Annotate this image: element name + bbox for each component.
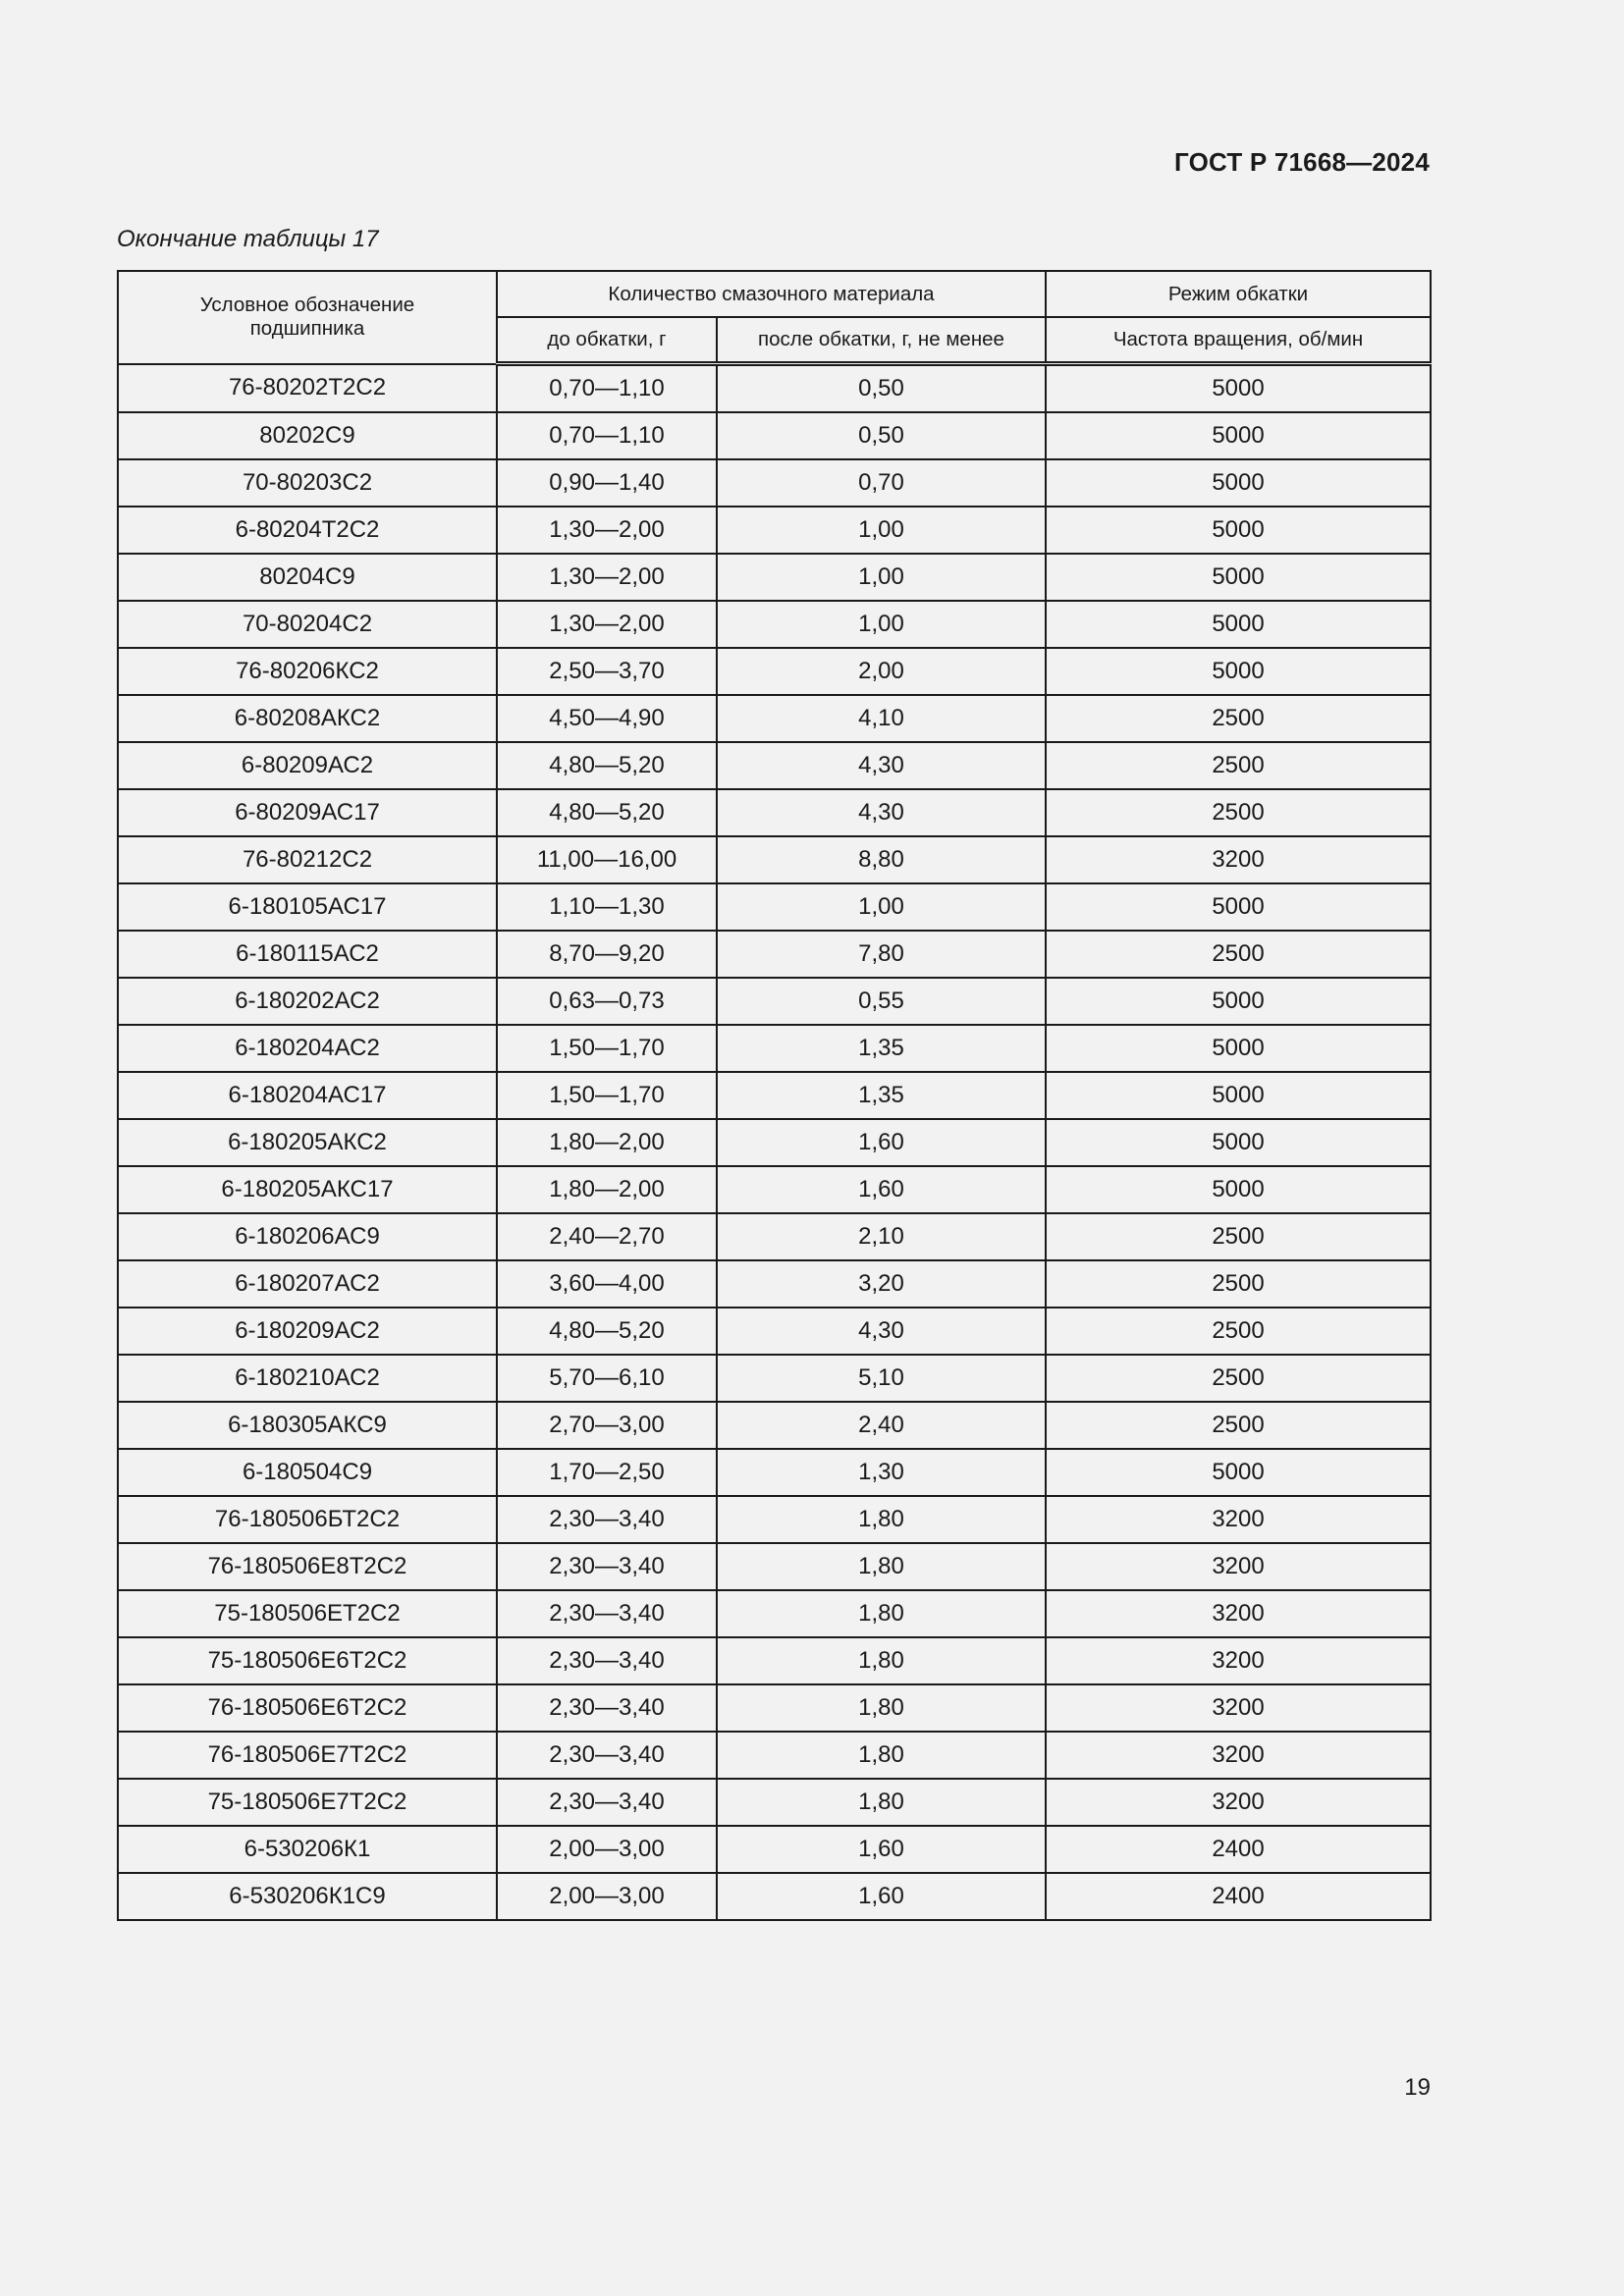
cell-designation: 76-180506БТ2С2 <box>118 1496 497 1543</box>
cell-designation: 6-180206АС9 <box>118 1213 497 1260</box>
cell-speed: 3200 <box>1046 836 1431 883</box>
cell-before: 1,50—1,70 <box>497 1072 717 1119</box>
cell-speed: 3200 <box>1046 1637 1431 1684</box>
cell-before: 4,80—5,20 <box>497 1308 717 1355</box>
cell-speed: 2500 <box>1046 1308 1431 1355</box>
cell-before: 11,00—16,00 <box>497 836 717 883</box>
cell-after: 1,80 <box>717 1684 1046 1732</box>
cell-designation: 6-180205АКС2 <box>118 1119 497 1166</box>
cell-speed: 2400 <box>1046 1826 1431 1873</box>
cell-before: 4,50—4,90 <box>497 695 717 742</box>
cell-speed: 3200 <box>1046 1779 1431 1826</box>
cell-designation: 70-80203С2 <box>118 459 497 507</box>
cell-speed: 2500 <box>1046 1402 1431 1449</box>
table-row <box>118 1873 1431 1920</box>
cell-after: 1,80 <box>717 1590 1046 1637</box>
header-after: после обкатки, г, не менее <box>717 317 1046 364</box>
table-row <box>118 1072 1431 1119</box>
page-number: 19 <box>1404 2074 1431 2101</box>
cell-after: 1,80 <box>717 1543 1046 1590</box>
cell-speed: 2500 <box>1046 1213 1431 1260</box>
cell-speed: 3200 <box>1046 1590 1431 1637</box>
cell-after: 1,60 <box>717 1826 1046 1873</box>
cell-speed: 5000 <box>1046 459 1431 507</box>
table-row <box>118 554 1431 601</box>
table-row <box>118 1119 1431 1166</box>
cell-before: 1,30—2,00 <box>497 554 717 601</box>
cell-designation: 6-180115АС2 <box>118 931 497 978</box>
header-lubricant-group: Количество смазочного материала <box>497 271 1046 317</box>
cell-after: 1,00 <box>717 883 1046 931</box>
cell-after: 1,00 <box>717 554 1046 601</box>
cell-speed: 2500 <box>1046 1355 1431 1402</box>
table-row <box>118 1732 1431 1779</box>
table-caption: Окончание таблицы 17 <box>117 226 379 252</box>
table-row <box>118 648 1431 695</box>
cell-after: 2,00 <box>717 648 1046 695</box>
cell-before: 1,80—2,00 <box>497 1166 717 1213</box>
cell-speed: 5000 <box>1046 1025 1431 1072</box>
table-row <box>118 507 1431 554</box>
cell-before: 2,70—3,00 <box>497 1402 717 1449</box>
table-row <box>118 1260 1431 1308</box>
cell-before: 2,30—3,40 <box>497 1779 717 1826</box>
cell-after: 1,60 <box>717 1119 1046 1166</box>
table-row <box>118 1402 1431 1449</box>
cell-before: 2,30—3,40 <box>497 1543 717 1590</box>
table-row <box>118 695 1431 742</box>
cell-designation: 6-180202АС2 <box>118 978 497 1025</box>
cell-designation: 76-80202Т2С2 <box>118 364 497 413</box>
cell-speed: 3200 <box>1046 1543 1431 1590</box>
table-row <box>118 1449 1431 1496</box>
cell-after: 1,80 <box>717 1779 1046 1826</box>
cell-before: 2,00—3,00 <box>497 1873 717 1920</box>
cell-after: 1,35 <box>717 1025 1046 1072</box>
cell-after: 4,30 <box>717 742 1046 789</box>
cell-speed: 3200 <box>1046 1732 1431 1779</box>
table-row <box>118 1166 1431 1213</box>
cell-before: 2,00—3,00 <box>497 1826 717 1873</box>
cell-speed: 5000 <box>1046 554 1431 601</box>
cell-after: 1,80 <box>717 1732 1046 1779</box>
cell-designation: 75-180506ЕТ2С2 <box>118 1590 497 1637</box>
cell-speed: 5000 <box>1046 601 1431 648</box>
table-row <box>118 459 1431 507</box>
table-row <box>118 1779 1431 1826</box>
cell-designation: 76-80212С2 <box>118 836 497 883</box>
cell-after: 0,70 <box>717 459 1046 507</box>
cell-designation: 80204С9 <box>118 554 497 601</box>
cell-after: 0,55 <box>717 978 1046 1025</box>
cell-before: 8,70—9,20 <box>497 931 717 978</box>
cell-before: 2,30—3,40 <box>497 1684 717 1732</box>
cell-designation: 76-180506Е6Т2С2 <box>118 1684 497 1732</box>
cell-after: 8,80 <box>717 836 1046 883</box>
cell-before: 1,30—2,00 <box>497 601 717 648</box>
table-row <box>118 883 1431 931</box>
cell-after: 4,10 <box>717 695 1046 742</box>
cell-speed: 5000 <box>1046 1449 1431 1496</box>
cell-speed: 5000 <box>1046 883 1431 931</box>
cell-speed: 5000 <box>1046 978 1431 1025</box>
cell-designation: 6-180504С9 <box>118 1449 497 1496</box>
table-row <box>118 978 1431 1025</box>
cell-speed: 5000 <box>1046 507 1431 554</box>
table-row <box>118 1213 1431 1260</box>
cell-after: 1,00 <box>717 601 1046 648</box>
cell-designation: 6-80209АС2 <box>118 742 497 789</box>
cell-speed: 2500 <box>1046 695 1431 742</box>
cell-designation: 6-530206К1 <box>118 1826 497 1873</box>
cell-after: 2,40 <box>717 1402 1046 1449</box>
cell-designation: 6-180305АКС9 <box>118 1402 497 1449</box>
cell-designation: 6-80204Т2С2 <box>118 507 497 554</box>
cell-speed: 5000 <box>1046 364 1431 413</box>
cell-speed: 5000 <box>1046 1166 1431 1213</box>
cell-before: 0,70—1,10 <box>497 364 717 413</box>
cell-before: 0,90—1,40 <box>497 459 717 507</box>
table-row <box>118 1543 1431 1590</box>
table-row <box>118 1496 1431 1543</box>
cell-before: 0,70—1,10 <box>497 412 717 459</box>
document-standard-header: ГОСТ Р 71668—2024 <box>1174 147 1430 177</box>
cell-designation: 6-80209АС17 <box>118 789 497 836</box>
cell-before: 4,80—5,20 <box>497 742 717 789</box>
table-row <box>118 1637 1431 1684</box>
cell-after: 2,10 <box>717 1213 1046 1260</box>
cell-designation: 6-180204АС17 <box>118 1072 497 1119</box>
bearing-lubrication-table <box>117 270 1432 1921</box>
cell-before: 2,40—2,70 <box>497 1213 717 1260</box>
cell-after: 4,30 <box>717 789 1046 836</box>
cell-speed: 2400 <box>1046 1873 1431 1920</box>
cell-speed: 3200 <box>1046 1496 1431 1543</box>
cell-designation: 6-180205АКС17 <box>118 1166 497 1213</box>
cell-designation: 6-180210АС2 <box>118 1355 497 1402</box>
cell-designation: 6-180204АС2 <box>118 1025 497 1072</box>
header-designation: Условное обозначение подшипника <box>118 271 497 364</box>
table-row <box>118 1308 1431 1355</box>
cell-before: 2,30—3,40 <box>497 1732 717 1779</box>
cell-before: 2,30—3,40 <box>497 1637 717 1684</box>
table-row <box>118 789 1431 836</box>
cell-speed: 5000 <box>1046 1119 1431 1166</box>
table-row <box>118 836 1431 883</box>
cell-speed: 3200 <box>1046 1684 1431 1732</box>
cell-designation: 76-180506Е8Т2С2 <box>118 1543 497 1590</box>
table-body <box>118 364 1431 1921</box>
cell-designation: 6-180207АС2 <box>118 1260 497 1308</box>
cell-before: 1,80—2,00 <box>497 1119 717 1166</box>
cell-after: 1,60 <box>717 1873 1046 1920</box>
cell-after: 1,80 <box>717 1496 1046 1543</box>
header-speed: Частота вращения, об/мин <box>1046 317 1431 364</box>
cell-designation: 70-80204С2 <box>118 601 497 648</box>
cell-after: 1,00 <box>717 507 1046 554</box>
cell-designation: 6-530206К1С9 <box>118 1873 497 1920</box>
cell-designation: 6-180209АС2 <box>118 1308 497 1355</box>
cell-designation: 6-80208АКС2 <box>118 695 497 742</box>
cell-speed: 2500 <box>1046 789 1431 836</box>
cell-designation: 6-180105АС17 <box>118 883 497 931</box>
cell-before: 3,60—4,00 <box>497 1260 717 1308</box>
cell-after: 1,30 <box>717 1449 1046 1496</box>
cell-speed: 5000 <box>1046 648 1431 695</box>
cell-after: 0,50 <box>717 364 1046 413</box>
cell-designation: 80202С9 <box>118 412 497 459</box>
cell-after: 1,60 <box>717 1166 1046 1213</box>
table-row <box>118 601 1431 648</box>
table-row <box>118 1025 1431 1072</box>
cell-speed: 2500 <box>1046 931 1431 978</box>
cell-after: 1,35 <box>717 1072 1046 1119</box>
cell-after: 7,80 <box>717 931 1046 978</box>
cell-designation: 75-180506Е6Т2С2 <box>118 1637 497 1684</box>
table-row <box>118 742 1431 789</box>
table-row <box>118 412 1431 459</box>
header-before: до обкатки, г <box>497 317 717 364</box>
cell-designation: 76-80206КС2 <box>118 648 497 695</box>
cell-before: 5,70—6,10 <box>497 1355 717 1402</box>
table-row <box>118 931 1431 978</box>
table-row <box>118 1826 1431 1873</box>
cell-after: 0,50 <box>717 412 1046 459</box>
cell-after: 3,20 <box>717 1260 1046 1308</box>
cell-before: 1,50—1,70 <box>497 1025 717 1072</box>
cell-designation: 75-180506Е7Т2С2 <box>118 1779 497 1826</box>
cell-speed: 2500 <box>1046 1260 1431 1308</box>
cell-after: 1,80 <box>717 1637 1046 1684</box>
cell-speed: 5000 <box>1046 1072 1431 1119</box>
cell-before: 2,50—3,70 <box>497 648 717 695</box>
cell-speed: 2500 <box>1046 742 1431 789</box>
cell-after: 4,30 <box>717 1308 1046 1355</box>
cell-before: 2,30—3,40 <box>497 1590 717 1637</box>
cell-designation: 76-180506Е7Т2С2 <box>118 1732 497 1779</box>
cell-after: 5,10 <box>717 1355 1046 1402</box>
table-row <box>118 1355 1431 1402</box>
table-row <box>118 364 1431 413</box>
cell-speed: 5000 <box>1046 412 1431 459</box>
cell-before: 1,30—2,00 <box>497 507 717 554</box>
cell-before: 1,70—2,50 <box>497 1449 717 1496</box>
table-row <box>118 1684 1431 1732</box>
cell-before: 1,10—1,30 <box>497 883 717 931</box>
header-mode-group: Режим обкатки <box>1046 271 1431 317</box>
cell-before: 2,30—3,40 <box>497 1496 717 1543</box>
table-row <box>118 1590 1431 1637</box>
cell-before: 4,80—5,20 <box>497 789 717 836</box>
cell-before: 0,63—0,73 <box>497 978 717 1025</box>
